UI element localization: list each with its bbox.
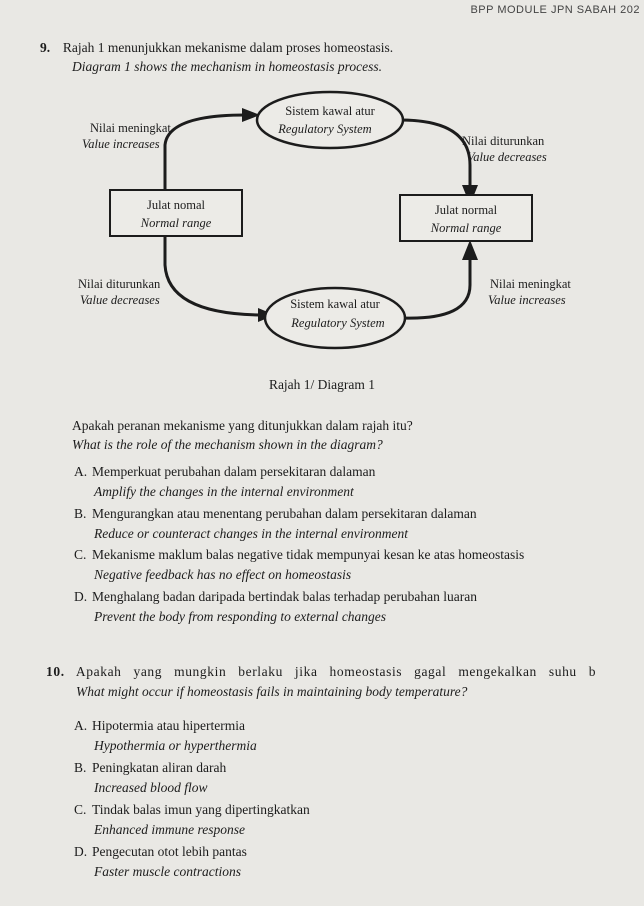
label-top-left-ms: Nilai meningkat	[90, 121, 171, 135]
diagram-caption: Rajah 1/ Diagram 1	[268, 377, 376, 392]
q9-option-d-en: Prevent the body from responding to external changes	[94, 609, 387, 624]
option-letter: B.	[74, 760, 87, 775]
option-letter: A.	[74, 464, 88, 479]
q10-option-d[interactable]	[74, 844, 247, 860]
label-bottom-right-en: Value increases	[488, 293, 566, 307]
q10-option-c[interactable]	[74, 802, 310, 818]
q10-stem-ms-text: Apakah yang mungkin berlaku jika homeostasis gagal mengekalkan suhu b	[75, 664, 597, 679]
option-text-ms: Mekanisme maklum balas negative tidak mempunyai kesan ke atas homeostasis	[92, 547, 525, 562]
option-text-ms: Mengurangkan atau menentang perubahan dalam persekitaran dalaman	[92, 506, 477, 521]
q10-stem-en: What might occur if homeostasis fails in maintaining body temperature?	[76, 684, 468, 699]
label-top-right-ms: Nilai diturunkan	[462, 134, 545, 148]
option-text-ms: Tindak balas imun yang dipertingkatkan	[92, 802, 310, 817]
q10-option-a[interactable]	[74, 718, 245, 734]
label-top-left-en: Value increases	[82, 137, 160, 151]
label-bottom-left-en: Value decreases	[80, 293, 160, 307]
q10-option-c-en: Enhanced immune response	[94, 822, 245, 837]
bottom-node-label-ms: Sistem kawal atur	[290, 297, 380, 311]
option-letter: D.	[74, 844, 88, 859]
top-node-label-ms: Sistem kawal atur	[285, 104, 375, 118]
q10-option-b-en: Increased blood flow	[94, 780, 208, 795]
q10-number: 10.	[46, 664, 65, 679]
q9-option-c-en: Negative feedback has no effect on homeostasis	[94, 567, 352, 582]
left-box-label-ms: Julat nomal	[147, 198, 205, 212]
top-node-label-en: Regulatory System	[278, 122, 372, 136]
q9-stem-ms-text: Rajah 1 menunjukkan mekanisme dalam proses homeostasis.	[62, 40, 394, 55]
q10-option-d-en: Faster muscle contractions	[94, 864, 241, 879]
option-text-ms: Hipotermia atau hipertermia	[92, 718, 245, 733]
module-header: BPP MODULE JPN SABAH 202	[470, 4, 640, 16]
q9-stem-en: Diagram 1 shows the mechanism in homeostasis process.	[72, 59, 382, 74]
arrow-bottom-right	[403, 285, 470, 318]
homeostasis-diagram	[60, 90, 620, 380]
option-text-ms: Menghalang badan daripada bertindak balas terhadap perubahan luaran	[92, 589, 477, 604]
label-bottom-right-ms: Nilai meningkat	[490, 277, 571, 291]
arrow-top-right	[400, 120, 470, 190]
q9-stem-ms	[40, 40, 393, 56]
right-box-label-en: Normal range	[430, 221, 502, 235]
q10-option-a-en: Hypothermia or hyperthermia	[94, 738, 257, 753]
right-box-label-ms: Julat normal	[434, 203, 498, 217]
arrowhead-bottom-right	[462, 240, 478, 260]
q9-option-a-en: Amplify the changes in the internal environment	[94, 484, 354, 499]
q9-option-c[interactable]	[74, 547, 524, 563]
option-text-ms: Peningkatan aliran darah	[92, 760, 227, 775]
arrow-bottom-left	[165, 235, 265, 315]
option-letter: C.	[74, 802, 87, 817]
q9-option-d[interactable]	[74, 589, 477, 605]
q9-option-b-en: Reduce or counteract changes in the internal environment	[94, 526, 409, 541]
label-bottom-left-ms: Nilai diturunkan	[78, 277, 161, 291]
arrow-top-left	[165, 115, 245, 190]
option-letter: C.	[74, 547, 87, 562]
q9-number: 9.	[40, 40, 51, 55]
option-letter: D.	[74, 589, 88, 604]
q10-stem-ms	[46, 664, 596, 680]
label-top-right-en: Value decreases	[467, 150, 547, 164]
option-text-ms: Pengecutan otot lebih pantas	[92, 844, 247, 859]
q9-question-en: What is the role of the mechanism shown in the diagram?	[72, 437, 383, 452]
option-letter: B.	[74, 506, 87, 521]
q9-option-b[interactable]	[74, 506, 477, 522]
q9-question-ms: Apakah peranan mekanisme yang ditunjukkan dalam rajah itu?	[72, 418, 413, 433]
q10-option-b[interactable]	[74, 760, 226, 776]
top-regulatory-node	[257, 92, 403, 148]
option-letter: A.	[74, 718, 88, 733]
left-box-label-en: Normal range	[140, 216, 212, 230]
option-text-ms: Memperkuat perubahan dalam persekitaran dalaman	[92, 464, 376, 479]
q9-option-a[interactable]	[74, 464, 375, 480]
bottom-node-label-en: Regulatory System	[291, 316, 385, 330]
